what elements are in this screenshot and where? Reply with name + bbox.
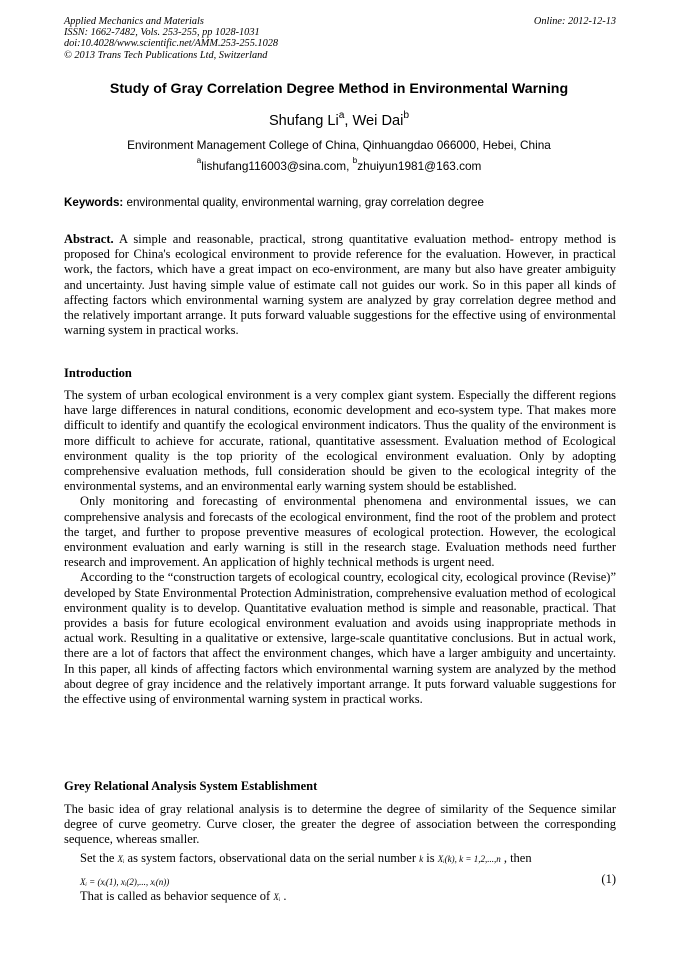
section-heading-introduction: Introduction [64,366,132,380]
email-address: zhuiyun1981@163.com [357,159,482,173]
email-line [0,156,678,173]
email-address: lishufang116003@sina.com, [201,159,353,173]
section-heading-grey-relational: Grey Relational Analysis System Establishment [64,779,318,793]
keywords-text: environmental quality, environmental warning, gray correlation degree [123,196,484,209]
text-run: , then [500,851,532,865]
keywords [64,196,616,209]
introduction-section [64,388,616,707]
affiliation-marker: a [338,110,345,121]
doi-line: doi:10.4028/www.scientific.net/AMM.253-255.1028 [64,38,279,50]
affiliation-marker: a [196,156,202,165]
journal-name: Applied Mechanics and Materials [64,16,204,27]
issn-line: ISSN: 1662-7482, Vols. 253-255, pp 1028-1031 [64,27,260,39]
abstract-label: Abstract. [64,232,114,246]
author-line [0,110,678,129]
journal-header [64,16,616,61]
math-symbol: Xᵢ [273,892,281,902]
text-run: is [423,851,438,865]
definition-line [80,851,616,866]
paragraph: According to the “construction targets of ecological country, ecological city, ecological province (Revise)” developed by State Environmental Protection Administration, comprehensive evaluation method of ecological environment quality is to develop. Quantitative evaluation method is simple and reasonable, practical. That provides a basis for future ecological environment evaluation and avoids using inappropriate methods in actual work. Resulting in a qualitative or extensive, large-scale quantitative conclusions. But in actual work, there are a lot of factors that affect the environment changes, which have a larger ambiguity and uncertainty. In this paper, all kinds of affecting factors which environmental warning system are analyzed by the method about degree of gray incidence and the relatively important arrange. It puts forward valuable suggestions for the effective using of environmental warning system in practical works. [64,570,616,707]
author-separator: , [344,113,353,129]
keywords-label: Keywords: [64,196,124,209]
author-name: Wei Dai [352,113,404,129]
affiliation: Environment Management College of China, Qinhuangdao 066000, Hebei, China [127,138,551,152]
text-run: Set the [80,851,118,865]
paragraph: Only monitoring and forecasting of environmental phenomena and environmental issues, we can comprehensive analysis and forecasts of the ecological environment, find the root of the problem and protect the target, and further to propose preventive measures of ecological protection. However, the ecological environment evaluation and early warning is still in the research stage. Evaluation methods need further research and improvement. An application of highly technical methods is urgent need. [64,494,616,570]
equation-body: Xᵢ = (xᵢ(1), xᵢ(2),..., xᵢ(n)) [80,877,170,887]
behavior-sequence-line [80,889,287,904]
text-run: That is called as behavior sequence of [80,889,274,903]
paragraph: The system of urban ecological environment is a very complex giant system. Especially the different regions have large differences in natural conditions, economic development and eco-system type. That makes more difficult to identify and quantify the ecological environment indicators. Thus the quality of the environment is more difficult to achieve for accurate, rational, quantitative assessment. Evaluation method of Ecological environment quality is the top priority of the ecological environment evaluation. Only by adopting comprehensive evaluation methods, full consideration should be given to the ecological integrity of the environmental systems, and an environmental early warning system should be established. [64,388,616,494]
text-run: as system factors, observational data on the serial number [124,851,420,865]
abstract [64,232,616,338]
affiliation-marker: b [352,156,358,165]
math-expression: Xᵢ(k), k = 1,2,...,n [437,854,501,864]
text-run: . [280,889,287,903]
abstract-text: A simple and reasonable, practical, strong quantitative evaluation method- entropy method is proposed for China's ecological environment to provide reference for the evaluation. However, in practical work, the factors, which have a great impact on eco-environment, are many but also have greater ambiguity and uncertainty. Just having simple value of estimate call not guides our work. So in this paper all kinds of affecting factors which environmental warning system are analyzed by gray correlation degree method and the relatively important arrange. It puts forward valuable suggestions for the effective using of environmental warning system in practical works. [64,232,616,338]
paper-title: Study of Gray Correlation Degree Method in Environmental Warning [109,81,569,97]
affiliation-marker: b [403,110,410,121]
copyright-line: © 2013 Trans Tech Publications Ltd, Switzerland [64,49,268,61]
author-name: Shufang Li [268,113,339,129]
math-symbol: k [419,854,424,864]
equation-1 [80,874,616,889]
online-date: Online: 2012-12-13 [533,16,616,27]
equation-number: (1) [601,872,616,886]
grey-section [64,802,616,848]
math-symbol: Xᵢ [117,854,125,864]
paragraph: The basic idea of gray relational analysis is to determine the degree of similarity of the Sequence similar degree of curve geometry. Curve closer, the greater the degree of association between the corresponding sequence, whereas smaller. [64,802,616,847]
